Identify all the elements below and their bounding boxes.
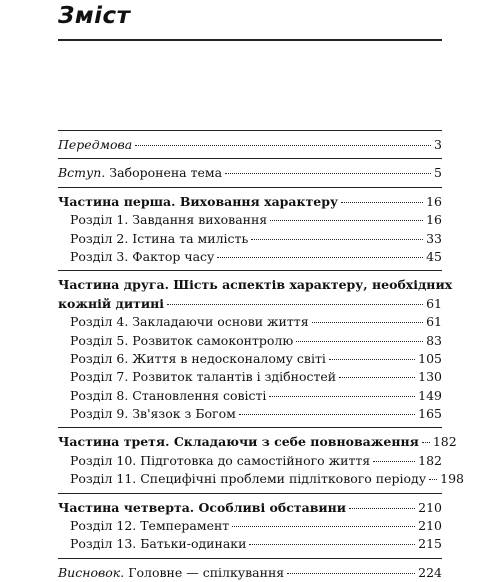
toc-section-label: Розділ 8. Становлення совісті — [70, 387, 267, 403]
toc-part-3[interactable] — [58, 433, 457, 451]
toc-page-number: 210 — [418, 518, 442, 534]
dot-leader — [232, 526, 415, 527]
toc-part-1[interactable] — [58, 193, 442, 211]
toc-page-number: 16 — [426, 193, 442, 209]
toc-page-number: 182 — [432, 434, 457, 450]
toc-entry-conclusion[interactable] — [58, 564, 442, 582]
dot-leader — [269, 396, 415, 397]
toc-section[interactable] — [58, 332, 442, 350]
dot-leader — [249, 544, 415, 545]
toc-section[interactable] — [58, 405, 442, 423]
toc-entry-label — [58, 164, 222, 182]
dot-leader — [349, 508, 415, 509]
toc-part-title: Частина третя. Складаючи з себе повноваження — [58, 434, 419, 450]
dot-leader — [225, 173, 431, 174]
table-of-contents — [58, 126, 464, 582]
toc-page-number: 45 — [426, 248, 442, 264]
dot-leader — [429, 479, 437, 480]
toc-section[interactable] — [58, 452, 442, 470]
toc-part-title: кожній дитині — [58, 295, 165, 311]
toc-page-number: 210 — [418, 499, 442, 515]
toc-section[interactable] — [58, 470, 464, 488]
section-divider — [58, 270, 442, 271]
toc-section-label: Розділ 4. Закладаючи основи життя — [70, 314, 309, 330]
toc-section-label: Розділ 9. Зв'язок з Богом — [70, 406, 236, 422]
section-divider — [58, 187, 442, 188]
toc-section[interactable] — [58, 387, 442, 405]
dot-leader — [296, 341, 423, 342]
toc-page-number: 61 — [426, 295, 442, 311]
toc-section-label: Розділ 6. Життя в недосконалому світі — [70, 350, 326, 366]
conclusion-prefix: Висновок. — [58, 564, 125, 580]
toc-page-number: 3 — [434, 137, 442, 152]
section-divider — [58, 493, 442, 494]
toc-section-label: Розділ 2. Істина та милість — [70, 230, 249, 246]
toc-section-label: Розділ 5. Розвиток самоконтролю — [70, 332, 294, 348]
toc-part-2-title-line1: Частина друга. Шість аспектів характеру, необхідних — [58, 277, 453, 293]
toc-page-number: 198 — [440, 471, 464, 487]
toc-section-label: Розділ 7. Розвиток талантів і здібностей — [70, 369, 337, 385]
page-title: Зміст — [58, 3, 131, 29]
toc-entry-intro[interactable] — [58, 164, 442, 182]
intro-prefix: Вступ. — [58, 165, 106, 181]
toc-page-number: 182 — [418, 452, 442, 468]
toc-section[interactable] — [58, 211, 442, 229]
dot-leader — [329, 359, 415, 360]
dot-leader — [422, 442, 430, 443]
title-rule — [58, 39, 442, 41]
dot-leader — [135, 145, 431, 146]
dot-leader — [239, 414, 415, 415]
toc-section[interactable] — [58, 350, 442, 368]
toc-part-title: Частина четверта. Особливі обставини — [58, 499, 347, 515]
toc-page-number: 5 — [434, 165, 442, 181]
toc-section-label: Розділ 13. Батьки-одинаки — [70, 536, 247, 552]
toc-entry-label: Передмова — [58, 137, 133, 152]
toc-page-number: 83 — [426, 332, 442, 348]
toc-section-label: Розділ 11. Специфічні проблеми підліткового періоду — [70, 471, 427, 487]
toc-part-title: Частина перша. Виховання характеру — [58, 193, 338, 209]
toc-page-number: 61 — [426, 314, 442, 330]
toc-entry-label — [58, 564, 284, 582]
dot-leader — [339, 377, 415, 378]
toc-section[interactable] — [58, 313, 442, 331]
dot-leader — [341, 202, 423, 203]
toc-section[interactable] — [58, 230, 442, 248]
dot-leader — [373, 461, 415, 462]
conclusion-title: Головне — спілкування — [124, 564, 285, 580]
toc-section[interactable] — [58, 368, 442, 386]
toc-page-number: 149 — [418, 387, 442, 403]
toc-section[interactable] — [58, 535, 442, 553]
toc-page-number: 105 — [418, 350, 442, 366]
section-divider — [58, 158, 442, 159]
toc-section-label: Розділ 12. Темперамент — [70, 518, 230, 534]
toc-section-label: Розділ 10. Підготовка до самостійного життя — [70, 452, 371, 468]
toc-section-label: Розділ 3. Фактор часу — [70, 248, 215, 264]
section-divider — [58, 558, 442, 559]
toc-page-number: 130 — [418, 369, 442, 385]
section-divider — [58, 130, 442, 131]
dot-leader — [312, 322, 424, 323]
dot-leader — [167, 304, 423, 305]
toc-entry-preface[interactable] — [58, 136, 442, 154]
toc-page-number: 215 — [418, 536, 442, 552]
intro-title: Заборонена тема — [105, 165, 223, 181]
toc-section-label: Розділ 1. Завдання виховання — [70, 212, 268, 228]
toc-section[interactable] — [58, 517, 442, 535]
toc-page-number: 16 — [426, 212, 442, 228]
dot-leader — [217, 257, 423, 258]
toc-part-2[interactable] — [58, 295, 442, 313]
toc-section[interactable] — [58, 248, 442, 266]
dot-leader — [270, 220, 423, 221]
toc-part-4[interactable] — [58, 499, 442, 517]
dot-leader — [287, 573, 415, 574]
section-divider — [58, 427, 442, 428]
toc-page-number: 33 — [426, 230, 442, 246]
dot-leader — [251, 239, 423, 240]
toc-page-number: 165 — [418, 406, 442, 422]
toc-page-number: 224 — [418, 564, 442, 580]
